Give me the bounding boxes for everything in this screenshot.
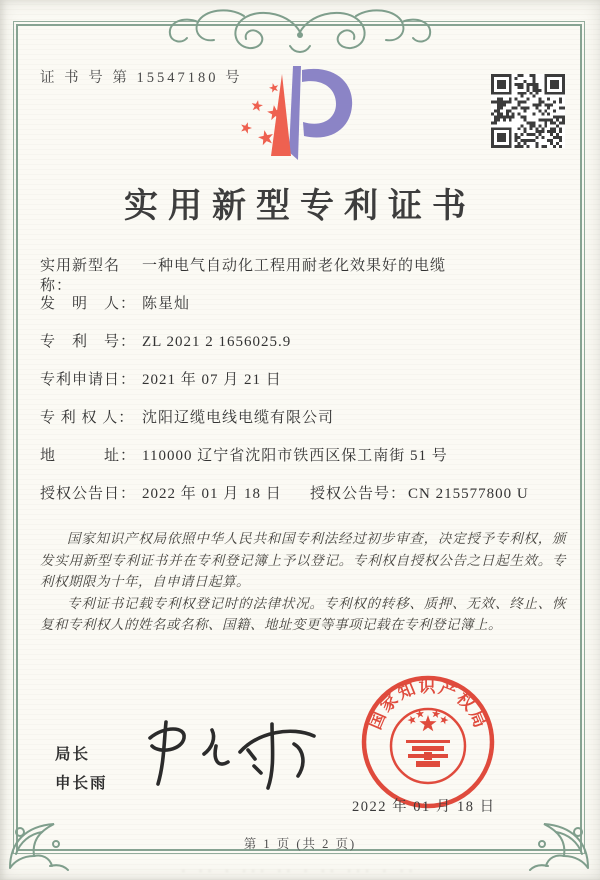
field-row-inventor [40,294,572,332]
certificate-number: 证 书 号 第 15547180 号 [40,70,243,86]
field-row-patent-number [40,332,572,370]
field-value: 沈阳辽缆电线电缆有限公司 [142,410,335,426]
field-label: 专利申请日： [40,372,137,388]
field-label: 发 明 人： [40,296,137,312]
field-value: 陈星灿 [142,296,191,312]
cnipa-logo-icon [230,56,370,168]
qr-code [491,74,565,148]
grant-date-value: 2022 年 01 月 18 日 [142,486,282,502]
top-scroll-ornament-icon [140,2,460,64]
seal-text: 国家知识产权局 [365,677,491,733]
cnipa-official-seal [358,672,498,812]
grant-number-group [310,484,529,504]
page-showthrough: · ·· · ··· ·· · ·· ··· · ·· [181,866,419,876]
signer-name: 申长雨 [55,775,108,792]
field-row-filing-date [40,370,572,408]
field-label: 实用新型名称： [40,258,121,294]
certificate-title: 实用新型专利证书 [124,188,476,225]
signer-block [55,740,108,798]
issue-date: 2022 年 01 月 18 日 [352,799,496,815]
legal-paragraph-2: 专利证书记载专利权登记时的法律状况。专利权的转移、质押、无效、终止、恢复和专利权人的姓名或名称、国籍、地址变更等事项记载在专利登记簿上。 [40,595,566,632]
field-list [40,256,572,522]
field-label: 地 址： [40,448,137,464]
national-emblem-icon [391,709,465,783]
grant-date-label: 授权公告日： [40,486,137,502]
field-label: 专 利 权 人： [40,410,135,426]
page-number: 第 1 页 (共 2 页) [243,837,357,851]
field-value: 一种电气自动化工程用耐老化效果好的电缆 [142,258,447,274]
legal-text [40,528,566,636]
field-label: 专 利 号： [40,334,137,350]
field-row-patentee [40,408,572,446]
handwritten-signature [128,712,338,802]
signer-title: 局长 [55,746,91,763]
legal-paragraph-1: 国家知识产权局依照中华人民共和国专利法经过初步审查，决定授予专利权，颁发实用新型专利证书并在专利登记簿上予以登记。专利权自授权公告之日起生效。专利权期限为十年，自申请日起算。 [40,531,566,589]
field-row-grant [40,484,572,522]
grant-number-value: CN 215577800 U [408,486,529,502]
field-value: ZL 2021 2 1656025.9 [142,334,292,350]
field-value: 2021 年 07 月 21 日 [142,372,282,388]
field-row-utility-model-name [40,256,572,294]
grant-number-label: 授权公告号： [310,486,407,502]
field-row-address [40,446,572,484]
field-value: 110000 辽宁省沈阳市铁西区保工南街 51 号 [142,448,448,464]
